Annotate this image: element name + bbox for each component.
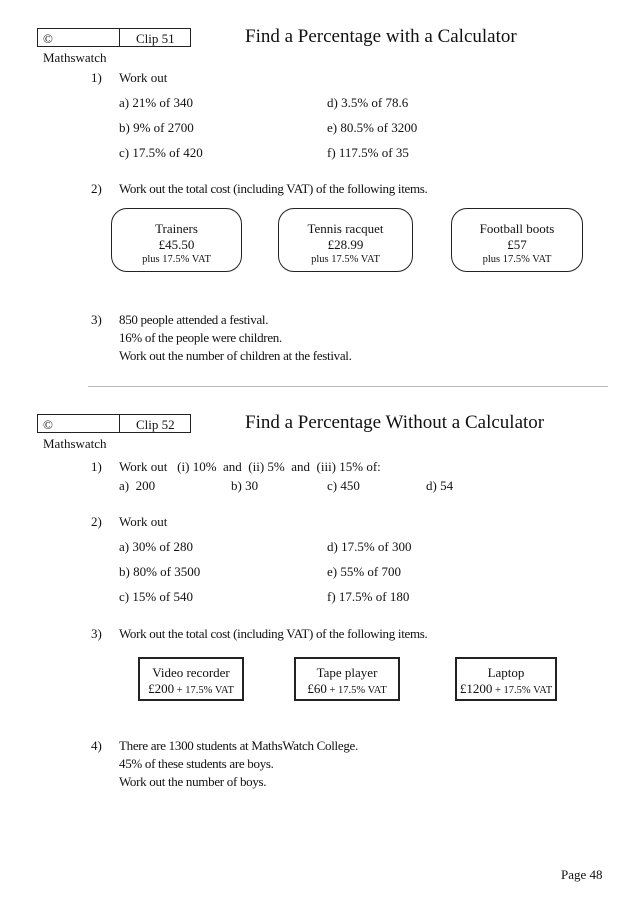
clip51-q3-line-2: 16% of the people were children.: [119, 330, 282, 345]
item-price: £45.50: [158, 237, 195, 252]
item-vat: plus 17.5% VAT: [142, 254, 211, 265]
clip52-item-box-tape-player: [294, 657, 400, 701]
clip52-clip-number: Clip 52: [136, 417, 175, 432]
clip52-q1-item-d: d) 54: [426, 478, 454, 493]
item-price: £28.99: [327, 237, 364, 252]
clip52-q4-line-2: 45% of these students are boys.: [119, 756, 274, 771]
clip52-q1-item-b: b) 30: [231, 478, 259, 493]
item-name: Trainers: [155, 221, 198, 236]
clip52-q2-item-f: f) 17.5% of 180: [327, 589, 410, 604]
item-price: £200: [148, 681, 175, 696]
item-price: £60: [307, 681, 327, 696]
clip52-q1-item-a: a) 200: [119, 478, 156, 493]
clip51-item-box-trainers: [111, 208, 242, 272]
clip52-q2-item-c: c) 15% of 540: [119, 589, 194, 604]
item-name: Tape player: [316, 665, 378, 680]
item-price: £1200: [459, 681, 493, 696]
item-price-line: [140, 681, 242, 699]
clip52-brand: © Mathswatch: [38, 415, 120, 432]
clip52-q1-text: Work out (i) 10% and (ii) 5% and (iii) 15% of:: [119, 459, 381, 474]
item-name: Laptop: [487, 665, 525, 680]
clip51-q1-item-a: a) 21% of 340: [119, 95, 194, 110]
clip51-q2-text: Work out the total cost (including VAT) of the following items.: [119, 181, 428, 196]
clip51-q3-line-3: Work out the number of children at the festival.: [119, 348, 352, 363]
clip51-q1-item-e: e) 80.5% of 3200: [327, 120, 418, 135]
clip51-q1-text: Work out: [119, 70, 168, 85]
clip51-q1-item-d: d) 3.5% of 78.6: [327, 95, 409, 110]
section-divider: [88, 386, 608, 387]
clip52-q3-text: Work out the total cost (including VAT) of the following items.: [119, 626, 428, 641]
clip51-brand: © Mathswatch: [38, 29, 120, 46]
item-vat: + 17.5% VAT: [326, 685, 387, 696]
clip52-item-box-video-recorder: [138, 657, 244, 701]
clip52-item-box-laptop: [455, 657, 557, 701]
clip52-header-box: [37, 414, 191, 451]
item-name: Tennis racquet: [307, 221, 384, 236]
clip52-q2-number: 2): [91, 514, 102, 529]
item-name: Football boots: [479, 221, 555, 236]
clip51-q1-item-b: b) 9% of 2700: [119, 120, 194, 135]
clip51-title: Find a Percentage with a Calculator: [245, 26, 517, 47]
clip51-q1-number: 1): [91, 70, 102, 85]
clip51-clip-number: Clip 51: [136, 31, 175, 46]
clip51-q1-item-c: c) 17.5% of 420: [119, 145, 203, 160]
clip52-q1-item-c: c) 450: [327, 478, 360, 493]
item-price-line: [296, 681, 398, 699]
clip51-q3-line-1: 850 people attended a festival.: [119, 312, 269, 327]
item-vat: + 17.5% VAT: [492, 685, 553, 696]
clip52-title: Find a Percentage Without a Calculator: [245, 412, 545, 433]
clip51-header-box: [37, 28, 191, 65]
item-price-line: [457, 681, 555, 699]
clip52-q4-line-1: There are 1300 students at MathsWatch College.: [119, 738, 358, 753]
clip52-q3-number: 3): [91, 626, 102, 641]
clip52-q2-item-e: e) 55% of 700: [327, 564, 402, 579]
clip52-q2-item-d: d) 17.5% of 300: [327, 539, 412, 554]
clip52-q2-text: Work out: [119, 514, 168, 529]
clip52-q4-number: 4): [91, 738, 102, 753]
clip52-q4-line-3: Work out the number of boys.: [119, 774, 267, 789]
clip51-item-box-football-boots: [451, 208, 583, 272]
item-vat: + 17.5% VAT: [174, 685, 234, 696]
clip51-q1-item-f: f) 117.5% of 35: [327, 145, 409, 160]
clip52-q2-item-b: b) 80% of 3500: [119, 564, 201, 579]
item-vat: plus 17.5% VAT: [311, 254, 380, 265]
item-vat: plus 17.5% VAT: [482, 254, 552, 265]
item-price: £57: [507, 237, 527, 252]
clip52-q1-number: 1): [91, 459, 102, 474]
clip51-item-box-tennis-racquet: [278, 208, 413, 272]
clip51-q3-number: 3): [91, 312, 102, 327]
clip52-q2-item-a: a) 30% of 280: [119, 539, 194, 554]
item-name: Video recorder: [152, 665, 230, 680]
page-number: Page 48: [561, 867, 603, 882]
clip51-q2-number: 2): [91, 181, 102, 196]
